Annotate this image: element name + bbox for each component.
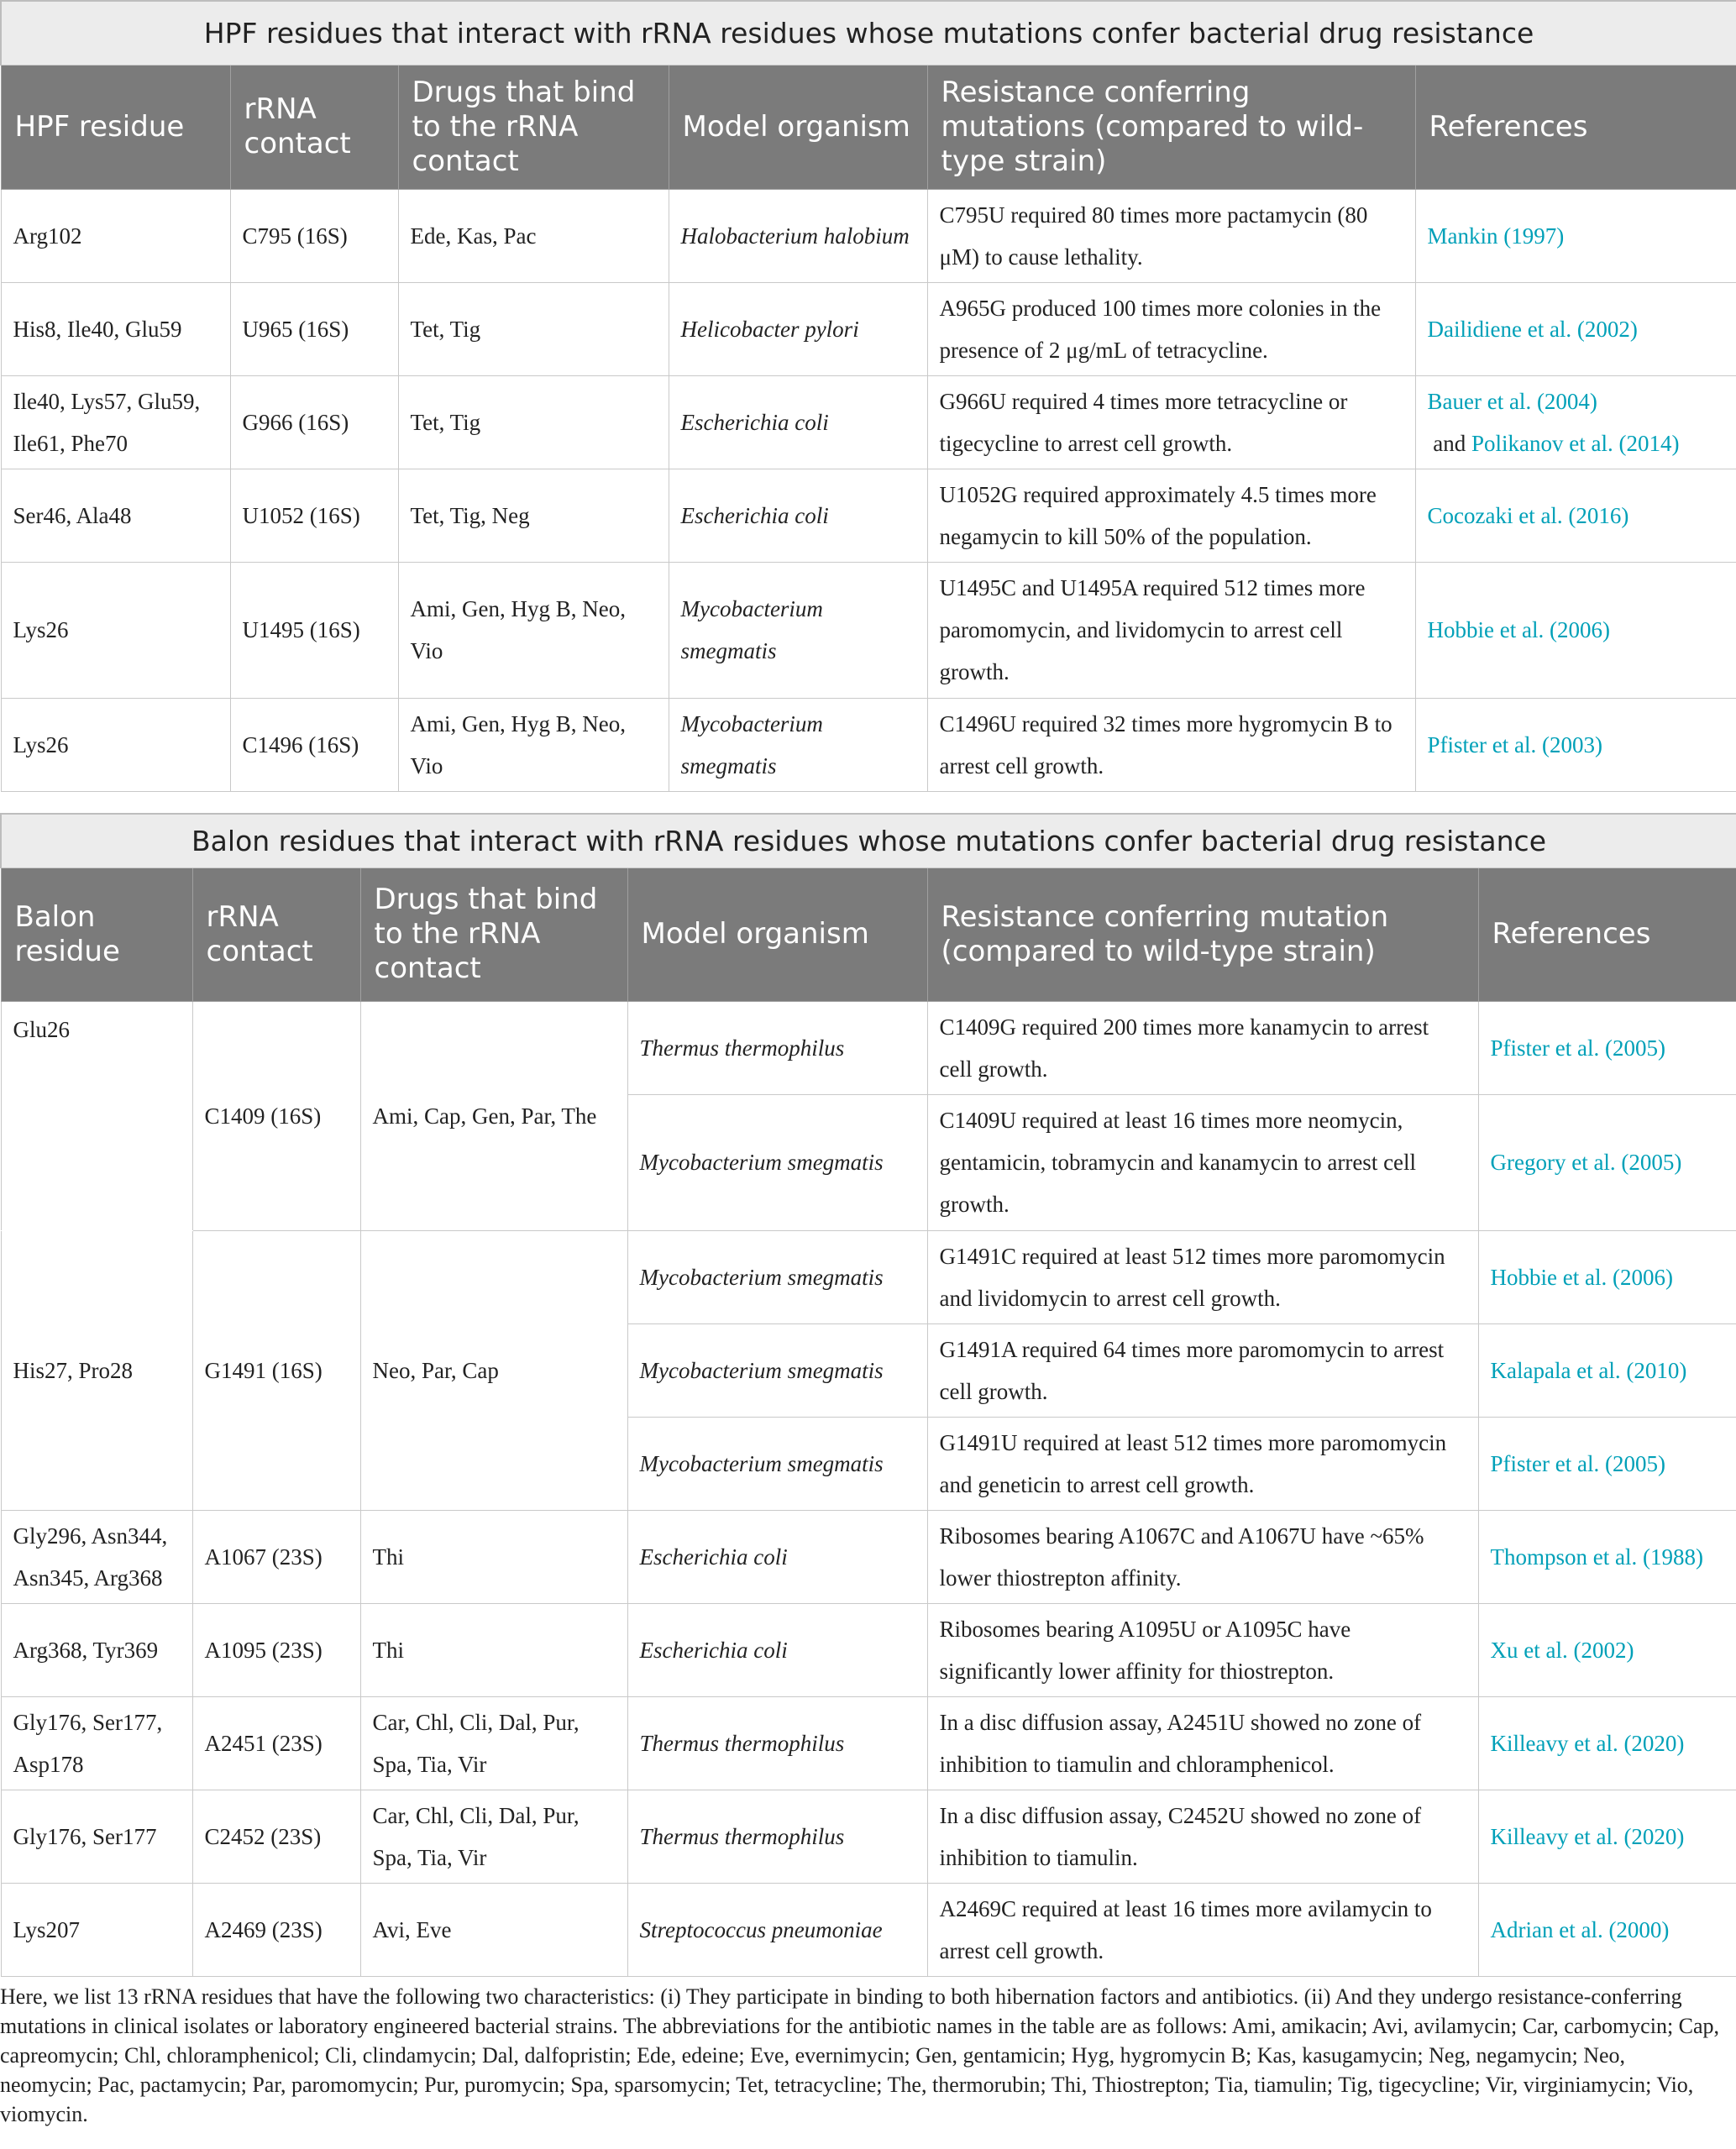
residue-cell: Lys207 — [1, 1883, 192, 1976]
table-row — [1, 1510, 1736, 1603]
mutation-cell: U1495C and U1495A required 512 times more paromomycin, and lividomycin to arrest cell growth. — [927, 562, 1415, 698]
residue-cell: His8, Ile40, Glu59 — [1, 282, 230, 375]
drugs-cell: Ami, Cap, Gen, Par, The — [360, 1001, 627, 1230]
residue-cell: His27, Pro28 — [1, 1230, 192, 1510]
drugs-cell: Ami, Gen, Hyg B, Neo, Vio — [398, 562, 669, 698]
organism-cell: Streptococcus pneumoniae — [627, 1883, 927, 1976]
reference-link[interactable]: Bauer et al. (2004) — [1427, 388, 1597, 414]
residue-cell: Gly176, Ser177, Asp178 — [1, 1696, 192, 1790]
table-row — [1, 282, 1736, 375]
mutation-cell: G1491U required at least 512 times more paromomycin and geneticin to arrest cell growth. — [927, 1417, 1478, 1510]
reference-link[interactable]: Pfister et al. (2005) — [1478, 1417, 1736, 1510]
drugs-cell: Tet, Tig — [398, 375, 669, 469]
table-row — [1, 1603, 1736, 1696]
mutation-cell: G1491A required 64 times more paromomycin to arrest cell growth. — [927, 1323, 1478, 1417]
drugs-cell: Car, Chl, Cli, Dal, Pur, Spa, Tia, Vir — [360, 1790, 627, 1883]
organism-cell: Helicobacter pylori — [669, 282, 927, 375]
organism-cell: Mycobacterium smegmatis — [627, 1417, 927, 1510]
residue-cell: Arg102 — [1, 189, 230, 282]
hpf-table — [0, 0, 1736, 792]
balon-header-residue: Balon residue — [1, 867, 192, 1001]
balon-table — [0, 813, 1736, 1977]
reference-link[interactable]: Hobbie et al. (2006) — [1478, 1230, 1736, 1323]
organism-cell: Thermus thermophilus — [627, 1790, 927, 1883]
contact-cell: G1491 (16S) — [192, 1230, 360, 1510]
reference-link[interactable]: Killeavy et al. (2020) — [1478, 1696, 1736, 1790]
residue-cell: Gly296, Asn344, Asn345, Arg368 — [1, 1510, 192, 1603]
reference-link[interactable]: Killeavy et al. (2020) — [1478, 1790, 1736, 1883]
balon-header-contact: rRNA contact — [192, 867, 360, 1001]
hpf-header-mutation: Resistance conferring mutations (compared to wild-type strain) — [927, 65, 1415, 189]
reference-link[interactable]: Cocozaki et al. (2016) — [1415, 469, 1736, 562]
hpf-header-drugs: Drugs that bind to the rRNA contact — [398, 65, 669, 189]
mutation-cell: C1409U required at least 16 times more neomycin, gentamicin, tobramycin and kanamycin to arrest cell growth. — [927, 1094, 1478, 1230]
mutation-cell: Ribosomes bearing A1095U or A1095C have significantly lower affinity for thiostrepton. — [927, 1603, 1478, 1696]
drugs-cell: Thi — [360, 1510, 627, 1603]
balon-header-references: References — [1478, 867, 1736, 1001]
hpf-header-organism: Model organism — [669, 65, 927, 189]
hpf-header-residue: HPF residue — [1, 65, 230, 189]
contact-cell: C1496 (16S) — [230, 698, 398, 791]
table-row — [1, 189, 1736, 282]
reference-link[interactable]: Mankin (1997) — [1415, 189, 1736, 282]
table-row — [1, 469, 1736, 562]
mutation-cell: In a disc diffusion assay, A2451U showed no zone of inhibition to tiamulin and chloramphenicol. — [927, 1696, 1478, 1790]
balon-header-drugs: Drugs that bind to the rRNA contact — [360, 867, 627, 1001]
table-row — [1, 1883, 1736, 1976]
hpf-header-references: References — [1415, 65, 1736, 189]
balon-table-caption: Balon residues that interact with rRNA residues whose mutations confer bacterial drug resistance — [1, 814, 1736, 867]
hpf-table-caption: HPF residues that interact with rRNA residues whose mutations confer bacterial drug resistance — [1, 1, 1736, 65]
residue-cell: Lys26 — [1, 562, 230, 698]
residue-cell: Arg368, Tyr369 — [1, 1603, 192, 1696]
reference-link[interactable]: Xu et al. (2002) — [1478, 1603, 1736, 1696]
residue-cell: Lys26 — [1, 698, 230, 791]
contact-cell: G966 (16S) — [230, 375, 398, 469]
balon-header-organism: Model organism — [627, 867, 927, 1001]
drugs-cell: Car, Chl, Cli, Dal, Pur, Spa, Tia, Vir — [360, 1696, 627, 1790]
reference-join: and — [1427, 430, 1471, 456]
drugs-cell: Thi — [360, 1603, 627, 1696]
organism-cell: Thermus thermophilus — [627, 1696, 927, 1790]
organism-cell: Mycobacterium smegmatis — [669, 562, 927, 698]
reference-link[interactable]: Gregory et al. (2005) — [1478, 1094, 1736, 1230]
contact-cell: A2469 (23S) — [192, 1883, 360, 1976]
mutation-cell: In a disc diffusion assay, C2452U showed no zone of inhibition to tiamulin. — [927, 1790, 1478, 1883]
reference-cell — [1415, 375, 1736, 469]
contact-cell: U1052 (16S) — [230, 469, 398, 562]
drugs-cell: Avi, Eve — [360, 1883, 627, 1976]
residue-cell: Ile40, Lys57, Glu59, Ile61, Phe70 — [1, 375, 230, 469]
organism-cell: Halobacterium halobium — [669, 189, 927, 282]
mutation-cell: C795U required 80 times more pactamycin (80 μM) to cause lethality. — [927, 189, 1415, 282]
table-row — [1, 375, 1736, 469]
residue-cell: Glu26 — [1, 1001, 192, 1230]
organism-cell: Mycobacterium smegmatis — [627, 1323, 927, 1417]
contact-cell: C2452 (23S) — [192, 1790, 360, 1883]
reference-link[interactable]: Pfister et al. (2005) — [1478, 1001, 1736, 1094]
mutation-cell: Ribosomes bearing A1067C and A1067U have ~65% lower thiostrepton affinity. — [927, 1510, 1478, 1603]
balon-header-mutation: Resistance conferring mutation (compared to wild-type strain) — [927, 867, 1478, 1001]
reference-link[interactable]: Pfister et al. (2003) — [1415, 698, 1736, 791]
table-footnote: Here, we list 13 rRNA residues that have the following two characteristics: (i) They participate in binding to both hibernation factors and antibiotics. (ii) And they undergo resistance-conferring mutations in clinical isolates or laboratory engineered bacterial strains. The abbreviations for the antibiotic names in the table are as follows: Ami, amikacin; Avi, avilamycin; Car, carbomycin; Cap, capreomycin; Chl, chloramphenicol; Cli, clindamycin; Dal, dalfopristin; Ede, edeine; Eve, evernimycin; Gen, gentamicin; Hyg, hygromycin B; Kas, kasugamycin; Neg, negamycin; Neo, neomycin; Pac, pactamycin; Par, paromomycin; Pur, puromycin; Spa, sparsomycin; Tet, tetracycline; The, thermorubin; Thi, Thiostrepton; Tia, tiamulin; Tig, tigecycline; Vir, virginiamycin; Vio, viomycin. — [0, 1984, 1720, 2126]
contact-cell: A1095 (23S) — [192, 1603, 360, 1696]
reference-link[interactable]: Kalapala et al. (2010) — [1478, 1323, 1736, 1417]
contact-cell: U965 (16S) — [230, 282, 398, 375]
organism-cell: Escherichia coli — [627, 1510, 927, 1603]
reference-link[interactable]: Polikanov et al. (2014) — [1471, 430, 1680, 456]
contact-cell: C795 (16S) — [230, 189, 398, 282]
mutation-cell: C1409G required 200 times more kanamycin to arrest cell growth. — [927, 1001, 1478, 1094]
organism-cell: Escherichia coli — [627, 1603, 927, 1696]
organism-cell: Mycobacterium smegmatis — [627, 1094, 927, 1230]
table-row — [1, 1790, 1736, 1883]
contact-cell: A2451 (23S) — [192, 1696, 360, 1790]
hpf-header-contact: rRNA contact — [230, 65, 398, 189]
reference-link[interactable]: Dailidiene et al. (2002) — [1415, 282, 1736, 375]
mutation-cell: G966U required 4 times more tetracycline or tigecycline to arrest cell growth. — [927, 375, 1415, 469]
mutation-cell: G1491C required at least 512 times more paromomycin and lividomycin to arrest cell growth. — [927, 1230, 1478, 1323]
organism-cell: Mycobacterium smegmatis — [627, 1230, 927, 1323]
contact-cell: A1067 (23S) — [192, 1510, 360, 1603]
table-row — [1, 1696, 1736, 1790]
organism-cell: Escherichia coli — [669, 375, 927, 469]
reference-link[interactable]: Thompson et al. (1988) — [1478, 1510, 1736, 1603]
table-row — [1, 562, 1736, 698]
contact-cell: U1495 (16S) — [230, 562, 398, 698]
drugs-cell: Neo, Par, Cap — [360, 1230, 627, 1510]
table-row — [1, 1230, 1736, 1323]
reference-link[interactable]: Adrian et al. (2000) — [1478, 1883, 1736, 1976]
mutation-cell: A965G produced 100 times more colonies in the presence of 2 μg/mL of tetracycline. — [927, 282, 1415, 375]
drugs-cell: Ede, Kas, Pac — [398, 189, 669, 282]
mutation-cell: C1496U required 32 times more hygromycin B to arrest cell growth. — [927, 698, 1415, 791]
table-row — [1, 1001, 1736, 1094]
contact-cell: C1409 (16S) — [192, 1001, 360, 1230]
drugs-cell: Tet, Tig, Neg — [398, 469, 669, 562]
drugs-cell: Tet, Tig — [398, 282, 669, 375]
reference-link[interactable]: Hobbie et al. (2006) — [1415, 562, 1736, 698]
residue-cell: Gly176, Ser177 — [1, 1790, 192, 1883]
mutation-cell: A2469C required at least 16 times more avilamycin to arrest cell growth. — [927, 1883, 1478, 1976]
table-row — [1, 698, 1736, 791]
organism-cell: Mycobacterium smegmatis — [669, 698, 927, 791]
drugs-cell: Ami, Gen, Hyg B, Neo, Vio — [398, 698, 669, 791]
organism-cell: Thermus thermophilus — [627, 1001, 927, 1094]
organism-cell: Escherichia coli — [669, 469, 927, 562]
residue-cell: Ser46, Ala48 — [1, 469, 230, 562]
mutation-cell: U1052G required approximately 4.5 times more negamycin to kill 50% of the population. — [927, 469, 1415, 562]
